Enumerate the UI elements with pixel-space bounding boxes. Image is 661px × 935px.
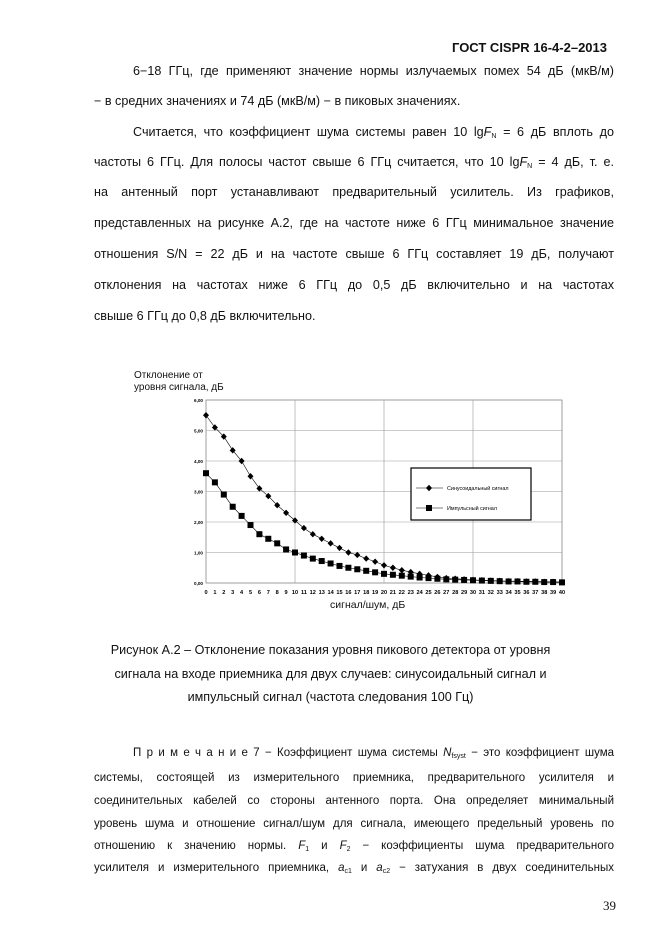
y-tick-label: 2,00 xyxy=(194,520,203,525)
paragraph-line: представленных на рисунке А.2, где на частоте ниже 6 ГГц минимальное значение xyxy=(94,216,614,230)
note-line: соединительных кабелей со стороны антенного порта. Она определяет минимальный xyxy=(94,795,614,807)
pulse-point xyxy=(221,492,227,498)
pulse-point xyxy=(390,572,396,578)
pulse-point xyxy=(506,578,512,584)
paragraph-line: 6−18 ГГц, где применяют значение нормы излучаемых помех 54 дБ (мкВ/м) xyxy=(133,64,614,78)
note-line: отношению к значению нормы. $F_1$ и $F_2$ − коэффициенты шума предварительного xyxy=(94,840,614,853)
x-tick-label: 22 xyxy=(398,590,405,596)
x-tick-label: 12 xyxy=(309,590,316,596)
legend-label: Импульсный сигнал xyxy=(447,506,497,512)
sine-point xyxy=(310,531,316,537)
pulse-point xyxy=(345,565,351,571)
sine-point xyxy=(256,485,262,491)
chart-ylabel-line2: уровня сигнала, дБ xyxy=(134,382,224,393)
paragraph-line: отклонения на частотах ниже 6 ГГц до 0,5 дБ включительно и на частотах xyxy=(94,278,614,292)
x-tick-label: 21 xyxy=(389,590,397,596)
legend-square-marker xyxy=(426,505,432,511)
pulse-point xyxy=(203,470,209,476)
paragraph-line: свыше 6 ГГц до 0,8 дБ включительно. xyxy=(94,309,316,323)
sine-point xyxy=(319,536,325,542)
pulse-point xyxy=(479,578,485,584)
pulse-point xyxy=(328,560,334,566)
sine-point xyxy=(301,525,307,531)
pulse-point xyxy=(363,568,369,574)
pulse-point xyxy=(399,573,405,579)
y-tick-label: 1,00 xyxy=(194,550,203,556)
pulse-point xyxy=(541,579,547,585)
pulse-point xyxy=(265,536,271,542)
x-tick-label: 29 xyxy=(460,590,468,596)
chart-xlabel: сигнал/шум, дБ xyxy=(330,599,406,611)
x-tick-label: 28 xyxy=(452,590,459,596)
sine-point xyxy=(283,510,289,516)
note-line: системы, состоящей из измерительного приемника, предварительного усилителя и xyxy=(94,772,614,784)
x-tick-label: 40 xyxy=(558,590,566,596)
pulse-point xyxy=(372,569,378,575)
figure-caption-line: импульсный сигнал (частота следования 100 Гц) xyxy=(187,690,474,704)
x-tick-label: 33 xyxy=(496,590,503,596)
pulse-point xyxy=(488,578,494,584)
x-tick-label: 9 xyxy=(284,590,288,596)
figure-caption-line: сигнала на входе приемника для двух случаев: синусоидальный сигнал и xyxy=(114,667,547,681)
y-tick-label: 6,00 xyxy=(194,398,203,403)
x-tick-label: 6 xyxy=(257,590,261,596)
pulse-point xyxy=(443,576,449,582)
x-tick-label: 19 xyxy=(371,590,379,596)
x-tick-label: 11 xyxy=(300,590,307,596)
pulse-point xyxy=(434,576,440,582)
x-tick-label: 26 xyxy=(434,590,441,596)
x-tick-label: 10 xyxy=(291,590,299,596)
sine-point xyxy=(372,558,378,564)
x-tick-label: 4 xyxy=(240,590,244,596)
x-tick-label: 27 xyxy=(443,590,450,596)
paragraph-line: частоты 6 ГГц. Для полосы частот свыше 6 ГГц считается, что 10 lgF$_N$ = 4 дБ, т. е. xyxy=(94,155,614,170)
pulse-point xyxy=(461,577,467,583)
pulse-point xyxy=(470,577,476,583)
x-tick-label: 0 xyxy=(204,590,208,596)
paragraph-line: отношения S/N = 22 дБ и на частоте свыше 6 ГГц составляет 19 дБ, получают xyxy=(94,247,614,261)
legend-box xyxy=(411,468,531,520)
pulse-point xyxy=(354,566,360,572)
figure-caption-line: Рисунок А.2 – Отклонение показания уровня пикового детектора от уровня xyxy=(110,643,551,657)
x-tick-label: 37 xyxy=(532,590,539,596)
pulse-point xyxy=(532,579,538,585)
note-line: уровень шума и отношение сигнал/шум для сигнала, имеющего предельный уровень по xyxy=(94,818,614,830)
pulse-point xyxy=(319,558,325,564)
x-tick-label: 13 xyxy=(318,590,325,596)
pulse-point xyxy=(239,513,245,519)
paragraph-line: на антенный порт устанавливают предварительный усилитель. Из графиков, xyxy=(94,185,614,199)
paragraph-line: Считается, что коэффициент шума системы равен 10 lgF$_N$ = 6 дБ вплоть до xyxy=(133,125,614,140)
x-tick-label: 7 xyxy=(266,590,270,596)
note-line: П р и м е ч а н и е 7 − Коэффициент шума системы $N_{fsyst}$ − это коэффициент шума xyxy=(133,747,614,760)
x-tick-label: 15 xyxy=(336,590,343,596)
chart-legend xyxy=(411,468,531,520)
chart-yticks xyxy=(194,398,203,586)
x-tick-label: 16 xyxy=(345,590,352,596)
x-tick-label: 18 xyxy=(363,590,370,596)
pulse-point xyxy=(256,531,262,537)
x-tick-label: 5 xyxy=(248,590,253,596)
y-tick-label: 3,00 xyxy=(194,489,203,495)
legend-label: Синусоидальный сигнал xyxy=(447,486,509,492)
pulse-point xyxy=(408,574,414,580)
note-line: усилителя и измерительного приемника, $a_{c1}$ и $a_{c2}$ − затухания в двух соединительных xyxy=(94,862,614,875)
x-tick-label: 39 xyxy=(549,590,557,596)
pulse-point xyxy=(515,578,521,584)
paragraph-line: − в средних значениях и 74 дБ (мкВ/м) − в пиковых значениях. xyxy=(94,94,461,108)
pulse-point xyxy=(550,579,556,585)
sine-point xyxy=(203,412,209,418)
page-number: 39 xyxy=(603,898,616,913)
x-tick-label: 17 xyxy=(354,590,361,596)
y-tick-label: 4,00 xyxy=(194,459,203,464)
chart-xticks xyxy=(204,590,565,596)
x-tick-label: 23 xyxy=(407,590,414,596)
sine-point xyxy=(292,517,298,523)
pulse-point xyxy=(212,479,218,485)
x-tick-label: 20 xyxy=(380,590,388,596)
pulse-point xyxy=(283,546,289,552)
x-tick-label: 3 xyxy=(231,590,235,596)
x-tick-label: 2 xyxy=(222,590,226,596)
x-tick-label: 30 xyxy=(469,590,477,596)
pulse-point xyxy=(381,571,387,577)
sine-point xyxy=(390,565,396,571)
x-tick-label: 8 xyxy=(275,590,279,596)
sine-point xyxy=(345,549,351,555)
chart-ylabel-line1: Отклонение от xyxy=(134,370,203,381)
sine-point xyxy=(363,555,369,561)
y-tick-label: 0,00 xyxy=(194,581,203,586)
deviation-chart xyxy=(180,392,580,612)
sine-point xyxy=(337,545,343,551)
pulse-point xyxy=(230,504,236,510)
pulse-point xyxy=(274,540,280,546)
pulse-point xyxy=(301,553,307,559)
x-tick-label: 24 xyxy=(416,590,423,596)
pulse-point xyxy=(292,550,298,556)
sine-point xyxy=(381,562,387,568)
pulse-point xyxy=(523,579,529,585)
sine-point xyxy=(248,473,254,479)
pulse-point xyxy=(452,577,458,583)
sine-point xyxy=(328,540,334,546)
document-header: ГОСТ CISPR 16-4-2–2013 xyxy=(452,40,607,55)
pulse-point xyxy=(559,579,565,585)
x-tick-label: 35 xyxy=(514,590,521,596)
x-tick-label: 25 xyxy=(425,590,432,596)
pulse-point xyxy=(248,522,254,528)
pulse-point xyxy=(417,575,423,581)
pulse-point xyxy=(337,563,343,569)
pulse-point xyxy=(310,556,316,562)
x-tick-label: 36 xyxy=(523,590,530,596)
x-tick-label: 32 xyxy=(487,590,494,596)
x-tick-label: 14 xyxy=(327,590,334,596)
x-tick-label: 38 xyxy=(541,590,548,596)
x-tick-label: 1 xyxy=(213,590,217,596)
pulse-point xyxy=(426,575,432,581)
y-tick-label: 5,00 xyxy=(194,428,203,434)
x-tick-label: 34 xyxy=(505,590,512,596)
pulse-point xyxy=(497,578,503,584)
sine-point xyxy=(399,567,405,573)
x-tick-label: 31 xyxy=(478,590,486,596)
